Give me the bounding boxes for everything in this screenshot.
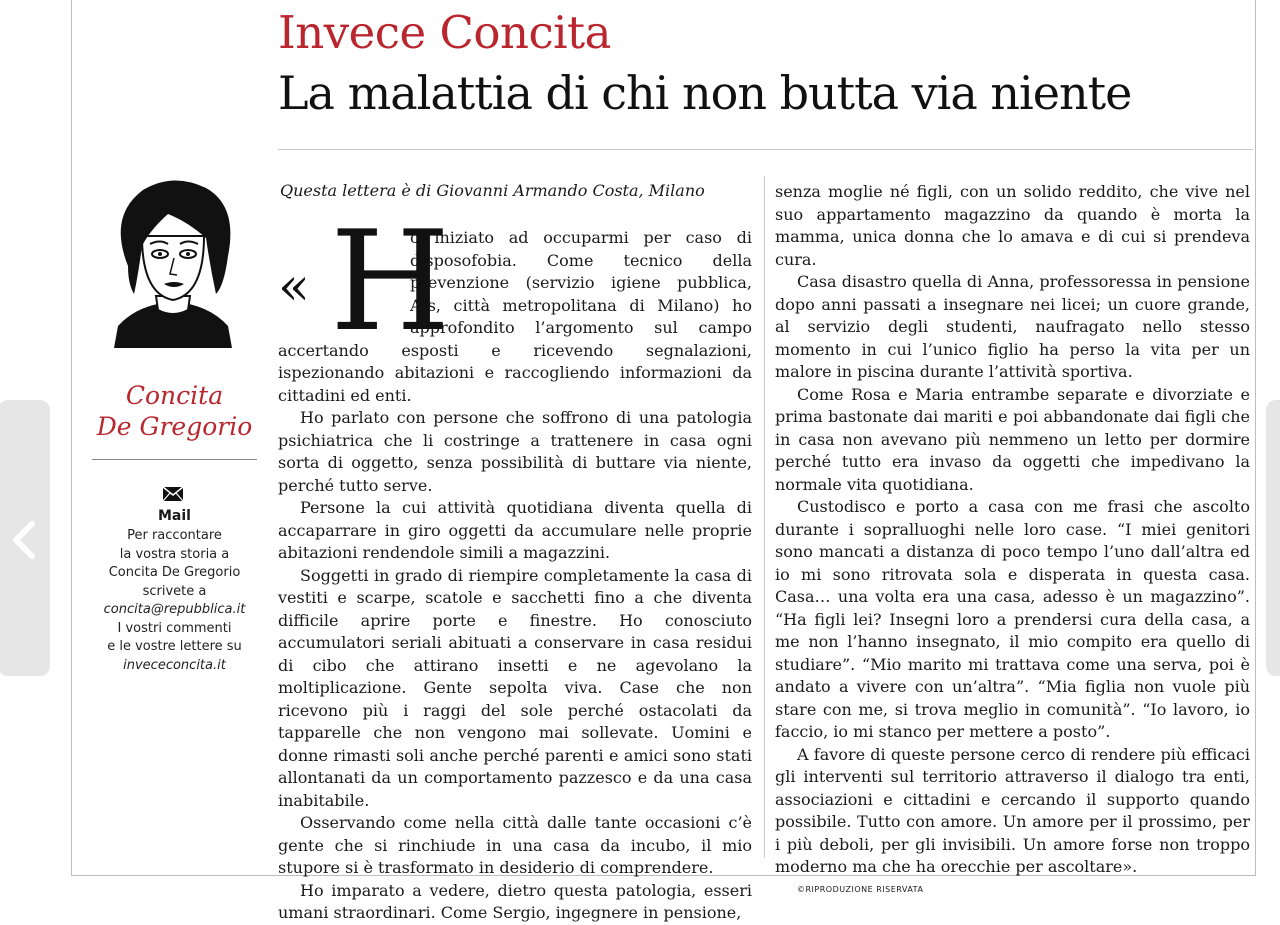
mail-line: Concita De Gregorio	[108, 565, 241, 580]
mail-line: Per raccontare	[127, 528, 222, 543]
sidebar-divider	[92, 459, 257, 460]
mail-line: I vostri commenti	[117, 620, 232, 636]
mail-email-link[interactable]: concita@repubblica.it	[103, 602, 246, 617]
mail-line: e le vostre lettere su	[107, 639, 242, 654]
paragraph: A favore di queste persone cerco di rendere più efficaci gli interventi sul territorio attraverso il dialogo tra enti, associazioni e cittadini e cercando il supporto quando possibile. Tutto con amore. Un amore per il prossimo, per i più deboli, per gli invisibili. Un amore forse non troppo moderno ma che ha orecchie per ascoltare».	[775, 744, 1250, 876]
header-divider	[278, 149, 1253, 150]
mail-info	[92, 527, 257, 675]
mail-website-link[interactable]: invececoncita.it	[123, 657, 226, 673]
mail-title: Mail	[158, 508, 191, 524]
drop-cap	[278, 201, 451, 362]
paragraph: Soggetti in grado di riempire completamente la casa di vestiti e scarpe, scatole e sacchetti fino a che diventa difficile aprire porte e finestre. Ho conosciuto accumulatori seriali abituati a conservare in casa residui di cibo che attirano insetti e ne agevolano la moltiplicazione. Gente sepolta viva. Case che non ricevono più i raggi del sole perché ostacolati da tapparelle che non vengono mai sollevate. Uomini e donne rimasti soli anche perché parenti e amici sono stati allontanati da un comportamento pazzesco e da una casa inabitabile.	[278, 565, 752, 810]
prev-page-button[interactable]	[0, 400, 50, 676]
mail-line: la vostra storia a	[119, 546, 230, 562]
paragraph: Come Rosa e Maria entrambe separate e divorziate e prima bastonate dai mariti e poi abbandonate dai figli che in casa non avevano più nemmeno un letto per dormire perché tutto era invaso da oggetti che impedivano la normale vita quotidiana.	[775, 384, 1250, 494]
mail-line: scrivete a	[142, 583, 207, 599]
envelope-icon	[162, 486, 184, 502]
column-kicker: Invece Concita	[278, 6, 611, 59]
article-column-2	[775, 181, 1250, 901]
author-last-name: De Gregorio	[96, 412, 253, 441]
column-divider	[764, 176, 765, 858]
paragraph: Persone la cui attività quotidiana diventa quella di accaparrare in giro oggetti da accumulare nelle proprie abitazioni rendendole simili a magazzini.	[278, 498, 752, 562]
drop-cap-letter: H	[330, 201, 451, 362]
paragraph: Ho parlato con persone che soffrono di una patologia psichiatrica che li costringe a trattenere in casa ogni sorta di oggetto, senza possibilità di buttare via niente, perché tutto serve.	[278, 408, 752, 495]
author-portrait	[98, 176, 248, 348]
author-name	[92, 380, 257, 442]
paragraph: Ho imparato a vedere, dietro questa patologia, esseri umani straordinari. Come Sergio, ingegnere in pensione,	[278, 880, 752, 922]
author-first-name: Concita	[125, 381, 224, 410]
next-page-button[interactable]	[1266, 400, 1280, 676]
paragraph: Casa disastro quella di Anna, professoressa in pensione dopo anni passati a insegnare nei licei; un cuore grande, al servizio degli studenti, naufragato nello stesso momento in cui l’unico figlio ha perso la vita per un malore in piscina durante l’attività sportiva.	[775, 272, 1250, 381]
copyright-notice: ©RIPRODUZIONE RISERVATA	[797, 884, 924, 894]
article-column-1	[278, 201, 752, 925]
letter-byline: Questa lettera è di Giovanni Armando Costa, Milano	[280, 181, 705, 200]
headline: La malattia di chi non butta via niente	[278, 66, 1132, 120]
opening-quote: «	[278, 257, 310, 317]
paragraph: Osservando come nella città dalle tante occasioni c’è gente che si rinchiude in una casa da incubo, il mio stupore si è trasformato in desiderio di comprendere.	[278, 813, 752, 877]
paragraph: o iniziato ad occuparmi per caso di disposofobia. Come tecnico della prevenzione (servizio igiene pubblica, Ats, città metropolitana di Milano) ho approfondito l’argomento sul campo accertando esposti e ricevendo segnalazioni, ispezionando abitazioni e raccogliendo informazioni da cittadini ed enti.	[278, 228, 752, 405]
chevron-left-icon	[8, 520, 38, 560]
paragraph: Custodisco e porto a casa con me frasi che ascolto durante i sopralluoghi nelle loro case. “I miei genitori sono mancati a distanza di poco tempo l’uno dall’altra ed io mi sono ritrovata sola e disperata in questa casa. Casa… una volta era una casa, adesso è un magazzino”. “Ha figli lei? Insegni loro a prendersi cura della casa, a me non l’hanno insegnato, il mio compito era quello di studiare”. “Mio marito mi trattava come una serva, poi è andato a vivere con un’altra”. “Mia figlia non vuole più stare con me, si trova meglio in comunità”. “Io lavoro, io faccio, io mi stanco per mettere a posto”.	[775, 497, 1250, 741]
paragraph: senza moglie né figli, con un solido reddito, che vive nel suo appartamento magazzino da quando è morta la mamma, unica donna che lo amava e di cui si prendeva cura.	[775, 182, 1250, 269]
